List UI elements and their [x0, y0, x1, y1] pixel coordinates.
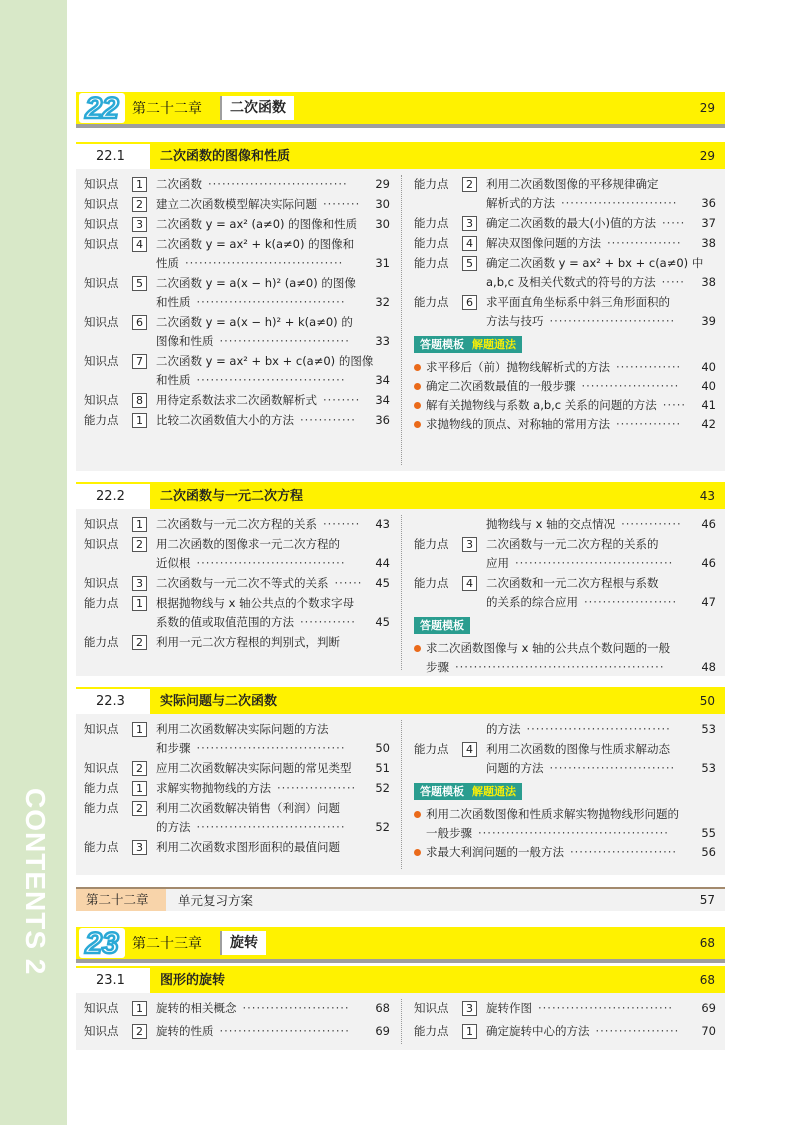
- entry-kind: 知识点: [84, 517, 119, 531]
- section-header[interactable]: [76, 142, 725, 169]
- entry-kind: 知识点: [84, 237, 119, 251]
- template-item-page: 48: [701, 660, 716, 674]
- entry-kind: 能力点: [414, 537, 449, 551]
- toc-entry[interactable]: [84, 999, 390, 1018]
- section-number: 22.2: [96, 489, 125, 504]
- section-page: 43: [699, 489, 715, 503]
- dot-leader: ··················: [595, 1024, 680, 1038]
- toc-entry[interactable]: [414, 293, 716, 331]
- section-number: 22.3: [96, 694, 125, 709]
- bullet-dot-icon: [414, 383, 421, 390]
- entry-kind: 知识点: [84, 1001, 119, 1015]
- entry-kind: 知识点: [84, 722, 119, 736]
- section-22-2: [76, 482, 725, 676]
- entry-title: 利用二次函数的图像与性质求解动态: [486, 742, 670, 756]
- section-page: 50: [699, 694, 715, 708]
- review-title: 单元复习方案: [178, 893, 254, 908]
- template-item-title: 求抛物线的顶点、对称轴的常用方法: [426, 417, 610, 431]
- section-number: 23.1: [96, 973, 125, 988]
- entry-title-cont: 方法与技巧: [486, 314, 544, 328]
- svg-text:CONTENTS 2: CONTENTS 2: [20, 788, 50, 976]
- template-label: 答题模板: [420, 785, 464, 798]
- dot-leader: ········: [323, 393, 361, 407]
- entry-title: 用二次函数的图像求一元二次方程的: [156, 537, 340, 551]
- entry-title: 利用二次函数解决销售（利润）问题: [156, 801, 340, 815]
- entry-title: 确定二次函数 y = ax² + bx + c(a≠0) 中: [486, 256, 704, 270]
- section-page: 68: [699, 973, 715, 987]
- entry-index-box: 2: [462, 177, 477, 192]
- toc-entry[interactable]: [84, 274, 390, 312]
- entry-index-box: 4: [462, 742, 477, 757]
- entry-title: 二次函数与一元二次方程的关系: [156, 517, 317, 531]
- dot-leader: ································: [196, 741, 346, 755]
- entry-page: 38: [701, 236, 716, 250]
- dot-leader: ·························: [561, 196, 678, 210]
- entry-page: 39: [701, 314, 716, 328]
- entry-kind: 知识点: [84, 217, 119, 231]
- svg-text:22: 22: [85, 93, 119, 123]
- entry-page: 50: [375, 741, 390, 755]
- entry-kind: 知识点: [84, 177, 119, 191]
- entry-title: 旋转的相关概念: [156, 1001, 237, 1015]
- dot-leader: ·············································: [455, 660, 665, 674]
- entry-index-box: 4: [462, 236, 477, 251]
- entry-title: 利用二次函数解决实际问题的方法: [156, 722, 329, 736]
- chapter-page: 68: [699, 936, 715, 950]
- chapter-title: 二次函数: [220, 96, 294, 120]
- toc-entry[interactable]: [414, 574, 716, 612]
- entry-index-box: 5: [462, 256, 477, 271]
- dot-leader: ·····················: [581, 379, 680, 393]
- toc-entry[interactable]: [414, 254, 716, 292]
- entry-title-cont: 近似根: [156, 556, 191, 570]
- entry-index-box: 1: [132, 517, 147, 532]
- section-body: [76, 714, 725, 875]
- entry-kind: 知识点: [84, 315, 119, 329]
- dot-leader: ································: [196, 373, 346, 387]
- toc-entry[interactable]: [84, 779, 390, 798]
- chapter-label: 第二十三章: [132, 936, 202, 952]
- entry-page: 31: [375, 256, 390, 270]
- entry-index-box: 1: [132, 177, 147, 192]
- template-label: 答题模板: [420, 338, 464, 351]
- template-item[interactable]: [414, 377, 716, 396]
- entry-page: 51: [375, 761, 390, 775]
- entry-title-cont: 问题的方法: [486, 761, 544, 775]
- chapter-23-header[interactable]: [76, 927, 725, 959]
- section-body: [76, 993, 725, 1050]
- dot-leader: ·····: [661, 216, 686, 230]
- entry-title: 利用一元二次方程根的判别式，判断: [156, 635, 340, 649]
- dot-leader: ················: [607, 236, 682, 250]
- entry-index-box: 5: [132, 276, 147, 291]
- entry-index-box: 1: [132, 722, 147, 737]
- toc-entry[interactable]: [414, 214, 716, 233]
- toc-entry[interactable]: [414, 175, 716, 213]
- entry-title: 二次函数 y = a(x − h)² + k(a≠0) 的: [156, 315, 353, 329]
- entry-kind: 知识点: [84, 576, 119, 590]
- entry-title: 求解实物抛物线的方法: [156, 781, 271, 795]
- template-item-page: 41: [701, 398, 716, 412]
- dot-leader: ······: [334, 576, 363, 590]
- entry-index-box: 6: [462, 295, 477, 310]
- entry-kind: 知识点: [84, 537, 119, 551]
- entry-kind: 知识点: [84, 276, 119, 290]
- template-item-page: 56: [701, 845, 716, 859]
- bullet-dot-icon: [414, 849, 421, 856]
- template-item[interactable]: [414, 805, 716, 843]
- toc-entry[interactable]: [84, 633, 390, 652]
- template-label: 答题模板: [420, 619, 464, 632]
- section-header[interactable]: [76, 687, 725, 714]
- chapter-22-header[interactable]: [76, 92, 725, 124]
- toc-entry[interactable]: [84, 215, 390, 234]
- entry-kind: 知识点: [84, 393, 119, 407]
- entry-page: 44: [375, 556, 390, 570]
- entry-title: 旋转的性质: [156, 1024, 214, 1038]
- entry-title: 比较二次函数值大小的方法: [156, 413, 294, 427]
- template-item-page: 55: [701, 826, 716, 840]
- entry-index-box: 2: [132, 537, 147, 552]
- entry-page: 30: [375, 197, 390, 211]
- entry-index-box: 1: [132, 596, 147, 611]
- dot-leader: ··············: [616, 360, 682, 374]
- template-sub-label: 解题通法: [472, 785, 516, 798]
- toc-entry[interactable]: [84, 352, 390, 390]
- section-header[interactable]: [76, 482, 725, 509]
- entry-title: 应用二次函数解决实际问题的常见类型: [156, 761, 352, 775]
- entry-kind: 能力点: [414, 742, 449, 756]
- entry-index-box: 2: [132, 761, 147, 776]
- dot-leader: ·····: [662, 398, 687, 412]
- entry-kind: 知识点: [84, 1024, 119, 1038]
- toc-entry[interactable]: [414, 535, 716, 573]
- dot-leader: ····························: [219, 334, 350, 348]
- review-label: 第二十二章: [76, 889, 166, 911]
- entry-title-cont: 的方法: [156, 820, 191, 834]
- template-item[interactable]: [414, 843, 716, 862]
- toc-entry[interactable]: [84, 195, 390, 214]
- dot-leader: ·······················: [570, 845, 678, 859]
- entry-title: 确定二次函数的最大(小)值的方法: [486, 216, 656, 230]
- dot-leader: ····························: [219, 1024, 350, 1038]
- template-item-title: 求平移后（前）抛物线解析式的方法: [426, 360, 610, 374]
- entry-title: 求平面直角坐标系中斜三角形面积的: [486, 295, 670, 309]
- entry-kind: 能力点: [414, 576, 449, 590]
- section-body: [76, 509, 725, 676]
- entry-page: 52: [375, 820, 390, 834]
- dot-leader: ·········································: [478, 826, 669, 840]
- dot-leader: ············: [300, 615, 356, 629]
- entry-title-cont: 的关系的综合应用: [486, 595, 578, 609]
- entry-page: 33: [375, 334, 390, 348]
- chapter-underline: [76, 959, 725, 963]
- answer-template-tag: [414, 336, 522, 353]
- entry-kind: 能力点: [84, 840, 119, 854]
- entry-page: 47: [701, 595, 716, 609]
- chapter-label: 第二十二章: [132, 101, 202, 117]
- bullet-dot-icon: [414, 421, 421, 428]
- bullet-dot-icon: [414, 402, 421, 409]
- entry-page: 32: [375, 295, 390, 309]
- entry-title-cont: 系数的值或取值范围的方法: [156, 615, 294, 629]
- toc-entry[interactable]: [84, 535, 390, 573]
- toc-entry[interactable]: [84, 1022, 390, 1041]
- template-item[interactable]: [414, 396, 716, 415]
- entry-kind: 知识点: [84, 354, 119, 368]
- entry-title: 利用二次函数求图形面积的最值问题: [156, 840, 340, 854]
- toc-entry[interactable]: [414, 1022, 716, 1041]
- chapter-title: 旋转: [220, 931, 266, 955]
- entry-kind: 能力点: [414, 177, 449, 191]
- entry-index-box: 3: [132, 840, 147, 855]
- entry-title: 二次函数 y = a(x − h)² (a≠0) 的图像: [156, 276, 356, 290]
- entry-page: 36: [375, 413, 390, 427]
- entry-title: 旋转作图: [486, 1001, 532, 1015]
- bullet-dot-icon: [414, 645, 421, 652]
- entry-title: 确定旋转中心的方法: [486, 1024, 590, 1038]
- entry-title: 二次函数 y = ax² + k(a≠0) 的图像和: [156, 237, 355, 251]
- entry-index-box: 2: [132, 801, 147, 816]
- entry-page: 53: [701, 761, 716, 775]
- entry-kind: 能力点: [84, 596, 119, 610]
- entry-index-box: 6: [132, 315, 147, 330]
- toc-entry[interactable]: [84, 313, 390, 351]
- toc-entry[interactable]: [414, 740, 716, 778]
- entry-index-box: 2: [132, 1024, 147, 1039]
- entry-title-cont: 抛物线与 x 轴的交点情况: [486, 517, 616, 531]
- toc-entry-continued[interactable]: [414, 720, 716, 739]
- entry-title: 二次函数 y = ax² + bx + c(a≠0) 的图像: [156, 354, 374, 368]
- entry-page: 36: [701, 196, 716, 210]
- template-item-title: 求最大利润问题的一般方法: [426, 845, 564, 859]
- entry-page: 52: [375, 781, 390, 795]
- dot-leader: ·······························: [526, 722, 671, 736]
- dot-leader: ····················: [584, 595, 678, 609]
- dot-leader: ···························: [549, 761, 676, 775]
- entry-index-box: 3: [132, 217, 147, 232]
- section-page: 29: [699, 149, 715, 163]
- review-page: 57: [699, 893, 715, 907]
- entry-title-cont: 和步骤: [156, 741, 191, 755]
- column-divider: [401, 175, 402, 465]
- entry-page: 53: [701, 722, 716, 736]
- entry-page: 34: [375, 393, 390, 407]
- template-item-title-cont: 步骤: [426, 660, 449, 674]
- entry-kind: 能力点: [414, 216, 449, 230]
- template-item-title: 求二次函数图像与 x 轴的公共点个数问题的一般: [426, 641, 671, 655]
- toc-entry[interactable]: [84, 391, 390, 410]
- entry-index-box: 1: [132, 781, 147, 796]
- template-item-page: 40: [701, 360, 716, 374]
- entry-index-box: 1: [132, 413, 147, 428]
- entry-page: 70: [701, 1024, 716, 1038]
- toc-entry[interactable]: [84, 574, 390, 593]
- dot-leader: ········: [323, 197, 361, 211]
- toc-entry[interactable]: [414, 234, 716, 253]
- entry-kind: 能力点: [84, 635, 119, 649]
- template-item-title: 利用二次函数图像和性质求解实物抛物线形问题的: [426, 807, 679, 821]
- template-item-title: 确定二次函数最值的一般步骤: [426, 379, 576, 393]
- section-header[interactable]: [76, 966, 725, 993]
- toc-entry[interactable]: [84, 594, 390, 632]
- dot-leader: ·············: [621, 517, 682, 531]
- template-item[interactable]: [414, 415, 716, 434]
- column-divider: [401, 720, 402, 869]
- template-sub-label: 解题通法: [472, 338, 516, 351]
- template-item[interactable]: [414, 358, 716, 377]
- section-22-3: [76, 687, 725, 875]
- toc-entry[interactable]: [84, 720, 390, 758]
- template-item-page: 42: [701, 417, 716, 431]
- dot-leader: ································: [196, 820, 346, 834]
- entry-index-box: 1: [132, 1001, 147, 1016]
- entry-page: 46: [701, 517, 716, 531]
- entry-index-box: 3: [462, 216, 477, 231]
- entry-title-cont: 应用: [486, 556, 509, 570]
- entry-kind: 能力点: [414, 1024, 449, 1038]
- template-item-title: 解有关抛物线与系数 a,b,c 关系的问题的方法: [426, 398, 657, 412]
- entry-page: 45: [375, 615, 390, 629]
- entry-index-box: 2: [132, 635, 147, 650]
- entry-title: 二次函数与一元二次不等式的关系: [156, 576, 329, 590]
- entry-index-box: 8: [132, 393, 147, 408]
- entry-page: 29: [375, 177, 390, 191]
- entry-page: 69: [701, 1001, 716, 1015]
- entry-index-box: 3: [462, 1001, 477, 1016]
- answer-template-tag: [414, 783, 522, 800]
- entry-index-box: 2: [132, 197, 147, 212]
- entry-index-box: 4: [462, 576, 477, 591]
- section-23-1: [76, 966, 725, 1050]
- chapter-number-badge: [76, 92, 126, 124]
- template-item-page: 40: [701, 379, 716, 393]
- entry-title: 二次函数与一元二次方程的关系的: [486, 537, 659, 551]
- toc-entry[interactable]: [84, 759, 390, 778]
- chapter-underline: [76, 124, 725, 128]
- entry-page: 43: [375, 517, 390, 531]
- entry-title: 根据抛物线与 x 轴公共点的个数求字母: [156, 596, 355, 610]
- entry-index-box: 4: [132, 237, 147, 252]
- entry-title: 用待定系数法求二次函数解析式: [156, 393, 317, 407]
- dot-leader: ·····························: [538, 1001, 674, 1015]
- toc-entry[interactable]: [84, 235, 390, 273]
- dot-leader: ···························: [549, 314, 676, 328]
- svg-text:23: 23: [85, 928, 119, 958]
- entry-index-box: 3: [462, 537, 477, 552]
- chapter-page: 29: [699, 101, 715, 115]
- entry-kind: 能力点: [84, 801, 119, 815]
- dot-leader: ································: [196, 295, 346, 309]
- column-divider: [401, 515, 402, 670]
- dot-leader: ·····: [661, 275, 685, 289]
- toc-entry[interactable]: [414, 999, 716, 1018]
- entry-page: 68: [375, 1001, 390, 1015]
- toc-entry[interactable]: [84, 411, 390, 430]
- dot-leader: ·······················: [242, 1001, 350, 1015]
- entry-kind: 知识点: [414, 1001, 449, 1015]
- chapter-number-badge: [76, 927, 126, 959]
- unit-review-row[interactable]: [76, 887, 725, 911]
- entry-title-cont: 性质: [156, 256, 179, 270]
- column-divider: [401, 999, 402, 1044]
- toc-entry[interactable]: [84, 838, 390, 857]
- entry-page: 69: [375, 1024, 390, 1038]
- entry-title-cont: 和性质: [156, 295, 191, 309]
- dot-leader: ··································: [185, 256, 344, 270]
- toc-entry[interactable]: [84, 515, 390, 534]
- entry-kind: 能力点: [84, 413, 119, 427]
- entry-page: 45: [375, 576, 390, 590]
- side-label: [18, 788, 50, 1058]
- section-body: [76, 169, 725, 471]
- entry-title: 解决双图像问题的方法: [486, 236, 601, 250]
- entry-title-cont: 和性质: [156, 373, 191, 387]
- bullet-dot-icon: [414, 811, 421, 818]
- entry-title: 二次函数 y = ax² (a≠0) 的图像和性质: [156, 217, 358, 231]
- entry-title-cont: a,b,c 及相关代数式的符号的方法: [486, 275, 656, 289]
- section-title: 实际问题与二次函数: [150, 689, 725, 714]
- entry-index-box: 1: [462, 1024, 477, 1039]
- dot-leader: ········: [323, 517, 361, 531]
- toc-entry[interactable]: [84, 175, 390, 194]
- entry-title-cont: 图像和性质: [156, 334, 214, 348]
- entry-kind: 能力点: [414, 236, 449, 250]
- bullet-dot-icon: [414, 364, 421, 371]
- entry-page: 34: [375, 373, 390, 387]
- entry-page: 37: [701, 216, 716, 230]
- entry-kind: 能力点: [414, 295, 449, 309]
- dot-leader: ································: [196, 556, 346, 570]
- entry-page: 30: [375, 217, 390, 231]
- answer-template-tag: [414, 617, 470, 634]
- dot-leader: ·················: [277, 781, 357, 795]
- template-item[interactable]: [414, 639, 716, 677]
- toc-entry[interactable]: [84, 799, 390, 837]
- entry-title: 利用二次函数图像的平移规律确定: [486, 177, 659, 191]
- section-number: 22.1: [96, 149, 125, 164]
- entry-title-cont: 解析式的方法: [486, 196, 555, 210]
- entry-page: 46: [701, 556, 716, 570]
- entry-index-box: 7: [132, 354, 147, 369]
- section-22-1: [76, 142, 725, 471]
- entry-kind: 能力点: [414, 256, 449, 270]
- dot-leader: ······························: [208, 177, 348, 191]
- entry-page: 38: [701, 275, 716, 289]
- entry-kind: 知识点: [84, 761, 119, 775]
- toc-entry-continued[interactable]: [414, 515, 716, 534]
- dot-leader: ··································: [515, 556, 674, 570]
- entry-title: 二次函数和一元二次方程根与系数: [486, 576, 659, 590]
- entry-title-cont: 的方法: [486, 722, 521, 736]
- template-item-title-cont: 一般步骤: [426, 826, 472, 840]
- section-title: 二次函数与一元二次方程: [150, 484, 725, 509]
- entry-index-box: 3: [132, 576, 147, 591]
- section-title: 图形的旋转: [150, 968, 725, 993]
- dot-leader: ··············: [616, 417, 682, 431]
- entry-kind: 知识点: [84, 197, 119, 211]
- entry-title: 二次函数: [156, 177, 202, 191]
- section-title: 二次函数的图像和性质: [150, 144, 725, 169]
- entry-kind: 能力点: [84, 781, 119, 795]
- dot-leader: ············: [300, 413, 356, 427]
- entry-title: 建立二次函数模型解决实际问题: [156, 197, 317, 211]
